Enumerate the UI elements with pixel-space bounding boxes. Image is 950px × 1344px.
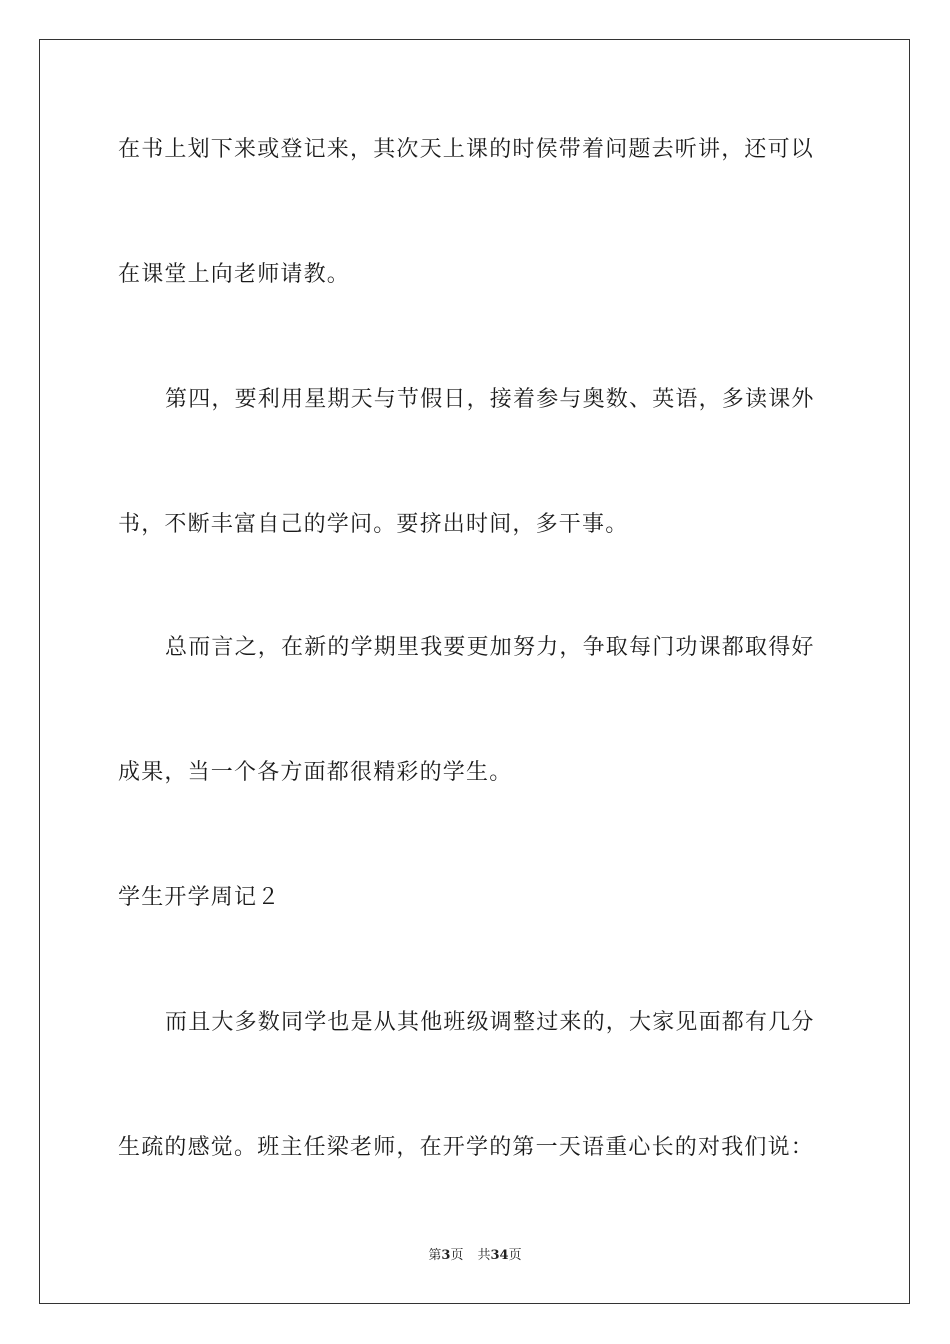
section-heading: 学生开学周记２ [118, 885, 281, 910]
paragraph-line-6: 成果，当一个各方面都很精彩的学生。 [118, 760, 513, 785]
footer-page-prefix: 第 [428, 1248, 442, 1263]
footer-total-pages: 34 [490, 1248, 509, 1263]
paragraph-line-2: 在课堂上向老师请教。 [118, 262, 351, 287]
footer-page-suffix: 页 [450, 1248, 464, 1263]
paragraph-line-4: 书，不断丰富自己的学问。要挤出时间，多干事。 [118, 512, 629, 537]
footer-page-number: 3 [441, 1248, 451, 1263]
footer-total-suffix: 页 [508, 1248, 522, 1263]
paragraph-line-7: 而且大多数同学也是从其他班级调整过来的，大家见面都有几分 [165, 1010, 815, 1035]
page-border [39, 39, 910, 1304]
footer-total-prefix: 共 [477, 1248, 491, 1263]
paragraph-line-8: 生疏的感觉。班主任梁老师，在开学的第一天语重心长的对我们说： [118, 1135, 815, 1160]
paragraph-line-3: 第四，要利用星期天与节假日，接着参与奥数、英语，多读课外 [165, 387, 815, 412]
paragraph-line-5: 总而言之，在新的学期里我要更加努力，争取每门功课都取得好 [165, 635, 815, 660]
page-footer [0, 1247, 950, 1265]
paragraph-line-1: 在书上划下来或登记来，其次天上课的时侯带着问题去听讲，还可以 [118, 137, 815, 162]
